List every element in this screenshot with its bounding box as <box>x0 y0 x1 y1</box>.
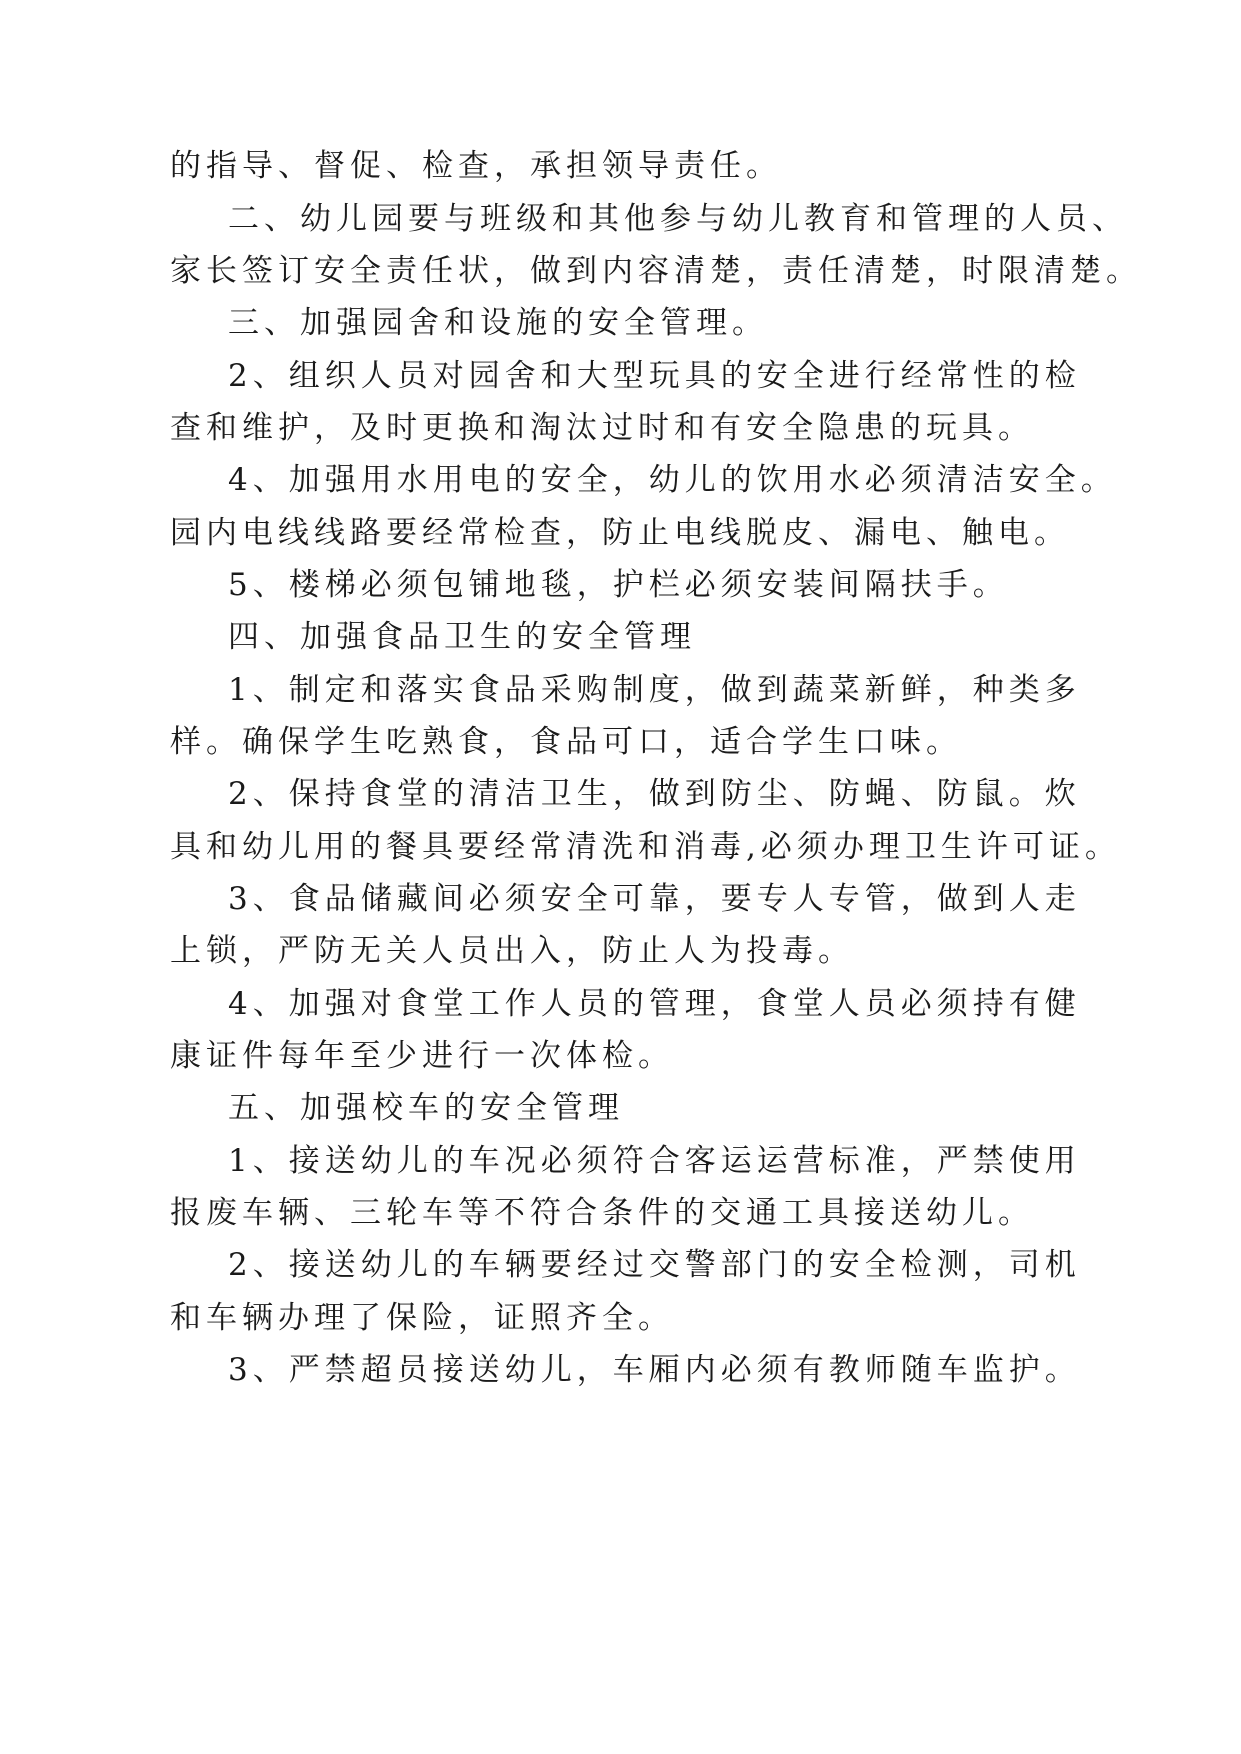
text-line-9: 5、楼梯必须包铺地毯，护栏必须安装间隔扶手。 <box>228 567 1009 603</box>
text-line-2: 二、幼儿园要与班级和其他参与幼儿教育和管理的人员、 <box>228 201 1128 237</box>
text-line-12: 样。确保学生吃熟食，食品可口，适合学生口味。 <box>170 724 962 760</box>
text-line-20: 1、接送幼儿的车况必须符合客运运营标准，严禁使用 <box>228 1143 1081 1179</box>
text-line-15: 3、食品储藏间必须安全可靠，要专人专管，做到人走 <box>228 881 1081 917</box>
text-line-13: 2、保持食堂的清洁卫生，做到防尘、防蝇、防鼠。炊 <box>228 776 1081 812</box>
text-line-16: 上锁，严防无关人员出入，防止人为投毒。 <box>170 933 854 969</box>
text-line-7: 4、加强用水用电的安全，幼儿的饮用水必须清洁安全。 <box>228 462 1117 498</box>
text-line-24: 3、严禁超员接送幼儿，车厢内必须有教师随车监护。 <box>228 1352 1081 1388</box>
text-line-1: 的指导、督促、检查，承担领导责任。 <box>170 148 782 184</box>
text-line-4: 三、加强园舍和设施的安全管理。 <box>228 305 768 341</box>
text-line-21: 报废车辆、三轮车等不符合条件的交通工具接送幼儿。 <box>170 1195 1034 1231</box>
text-line-3: 家长签订安全责任状，做到内容清楚，责任清楚，时限清楚。 <box>170 253 1142 289</box>
text-line-22: 2、接送幼儿的车辆要经过交警部门的安全检测，司机 <box>228 1247 1081 1283</box>
text-line-6: 查和维护，及时更换和淘汰过时和有安全隐患的玩具。 <box>170 410 1034 446</box>
text-line-5: 2、组织人员对园舍和大型玩具的安全进行经常性的检 <box>228 358 1081 394</box>
text-line-8: 园内电线线路要经常检查，防止电线脱皮、漏电、触电。 <box>170 515 1070 551</box>
text-line-14: 具和幼儿用的餐具要经常清洗和消毒,必须办理卫生许可证。 <box>170 829 1121 865</box>
text-line-17: 4、加强对食堂工作人员的管理，食堂人员必须持有健 <box>228 986 1081 1022</box>
text-line-11: 1、制定和落实食品采购制度，做到蔬菜新鲜，种类多 <box>228 672 1081 708</box>
text-line-18: 康证件每年至少进行一次体检。 <box>170 1038 674 1074</box>
text-line-19: 五、加强校车的安全管理 <box>228 1090 624 1126</box>
text-line-10: 四、加强食品卫生的安全管理 <box>228 619 696 655</box>
text-line-23: 和车辆办理了保险，证照齐全。 <box>170 1300 674 1336</box>
